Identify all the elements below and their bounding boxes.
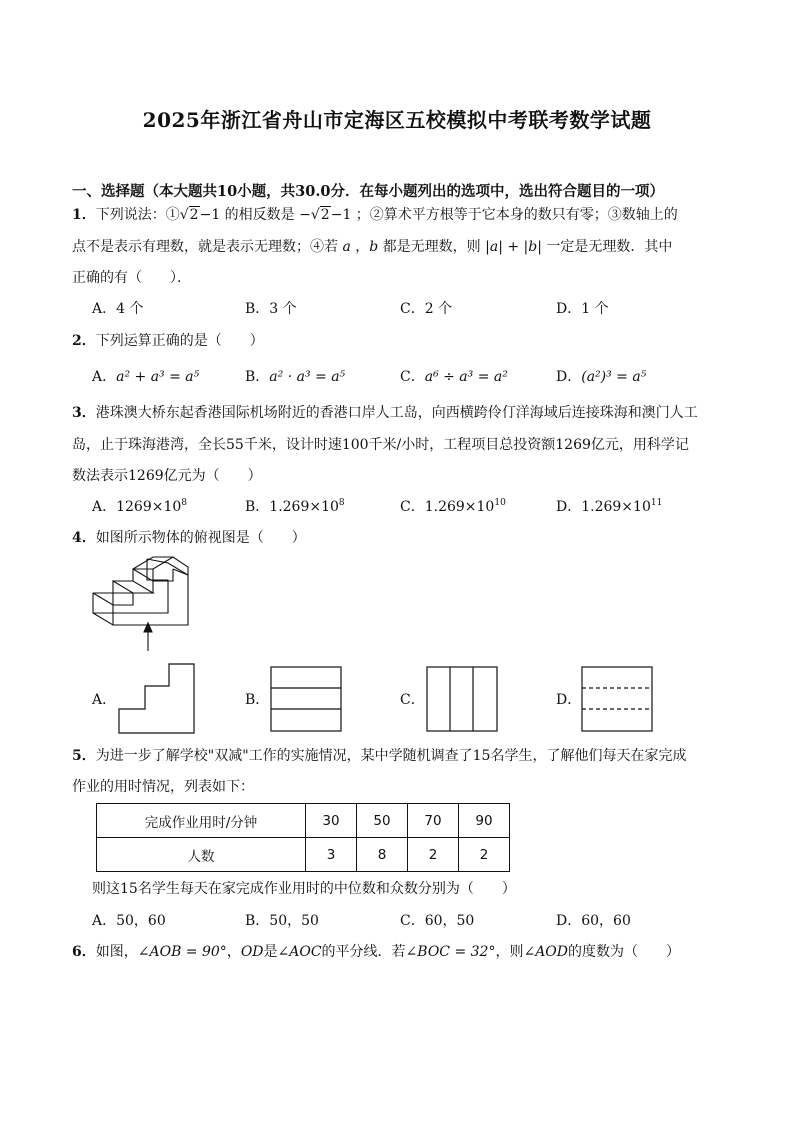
q1-abs-expr: |a| + |b| <box>485 239 542 255</box>
q4-option-d-label: D． <box>556 692 582 708</box>
q1-number: 1． <box>72 207 96 223</box>
q4-option-c-label: C． <box>400 692 425 708</box>
q2-option-d-label: D． <box>556 369 582 385</box>
q5-number: 5． <box>72 748 96 764</box>
q1-option-d: D．1 个 <box>556 301 609 317</box>
q4-option-b-figure <box>270 666 342 732</box>
q6-text-4: 的平分线．若 <box>321 944 406 960</box>
q4-option-a-figure <box>117 662 197 736</box>
q2-stem-line <box>72 331 732 351</box>
q6-expr-4: ∠BOC = 32° <box>405 944 496 960</box>
table-header-cell: 完成作业用时/分钟 <box>97 804 306 838</box>
q6-text-2: ， <box>226 944 241 960</box>
table-cell: 2 <box>459 838 510 872</box>
table-cell: 50 <box>357 804 408 838</box>
q6-expr-1: ∠AOB = 90° <box>137 944 227 960</box>
table-cell: 3 <box>306 838 357 872</box>
q3-option-b-base: B．1.269×10 <box>245 499 339 515</box>
q3-option-b <box>245 497 345 517</box>
q3-option-c-base: C．1.269×10 <box>400 499 495 515</box>
q2-option-c <box>400 367 508 387</box>
q5-option-a: A．50，60 <box>92 913 166 929</box>
q5-option-d: D．60，60 <box>556 913 631 929</box>
sqrt-icon: √ <box>310 207 320 223</box>
q4-option-a-label: A． <box>92 692 117 708</box>
q3-line1-text: 港珠澳大桥东起香港国际机场附近的香港口岸人工岛，向西横跨伶仃洋海域后连接珠海和澳门人工 <box>95 405 698 421</box>
q3-option-a-base: A．1269×10 <box>92 499 182 515</box>
q5-option-c: C．60，50 <box>400 913 475 929</box>
q6-expr-3: ∠AOC <box>277 944 322 960</box>
q1-line-3: 正确的有（ ）． <box>72 270 191 286</box>
table-cell: 30 <box>306 804 357 838</box>
q1-option-a: A．4 个 <box>92 301 144 317</box>
q2-option-b-label: B． <box>245 369 270 385</box>
q3-number: 3． <box>72 405 96 421</box>
q2-option-c-expr: a⁶ ÷ a³ = a² <box>424 369 508 385</box>
q1-var-a: a <box>342 239 351 255</box>
q4-option-b-label: B． <box>245 692 270 708</box>
q6-text-3: 是 <box>263 944 278 960</box>
q4-stem: 如图所示物体的俯视图是（ ） <box>95 530 306 546</box>
q1-line-2 <box>72 237 732 257</box>
q2-option-a-expr: a² + a³ = a⁵ <box>116 369 200 385</box>
q3-option-b-exp: 8 <box>338 498 345 508</box>
table-cell: 90 <box>459 804 510 838</box>
q2-option-d <box>556 367 646 387</box>
q4-number: 4． <box>72 530 96 546</box>
q4-option-d-figure <box>581 666 653 732</box>
q4-stem-line <box>72 528 732 548</box>
q2-option-b <box>245 367 345 387</box>
table-row <box>97 804 510 838</box>
q3-option-a-exp: 8 <box>181 498 188 508</box>
q3-option-c-exp: 10 <box>494 498 506 508</box>
q2-option-d-expr: (a²)³ = a⁵ <box>581 369 647 385</box>
q5-line-1 <box>72 746 732 766</box>
q1-sqrt-arg-2: 2 <box>320 207 330 223</box>
q6-number: 6． <box>72 944 96 960</box>
table-header-cell: 人数 <box>97 838 306 872</box>
q2-option-a-label: A． <box>92 369 117 385</box>
q2-stem: 下列运算正确的是（ ） <box>95 333 264 349</box>
q2-number: 2． <box>72 333 96 349</box>
q1-line2-a: 点不是表示有理数，就是表示无理数；④若 <box>72 239 343 255</box>
section-heading: 一、选择题（本大题共10小题，共30.0分．在每小题列出的选项中，选出符合题目的一项） <box>72 183 664 200</box>
q5-option-b: B．50，50 <box>245 913 319 929</box>
q1-line-1 <box>72 205 732 225</box>
q3-line-3: 数法表示1269亿元为（ ） <box>72 468 262 484</box>
q6-expr-2: OD <box>240 944 264 960</box>
q6-text-1: 如图， <box>95 944 138 960</box>
table-cell: 70 <box>408 804 459 838</box>
q1-text-a: 下列说法：① <box>95 207 180 223</box>
q2-option-b-expr: a² · a³ = a⁵ <box>269 369 346 385</box>
q1-option-c: C．2 个 <box>400 301 453 317</box>
q2-option-a <box>92 367 199 387</box>
q1-text-b: −1 的相反数是 − <box>199 207 311 223</box>
table-cell: 8 <box>357 838 408 872</box>
staircase-3d-figure <box>85 555 195 655</box>
table-cell: 2 <box>408 838 459 872</box>
page-title: 2025年浙江省舟山市定海区五校模拟中考联考数学试题 <box>142 108 652 132</box>
q3-line-1 <box>72 403 732 423</box>
q6-expr-5: ∠AOD <box>523 944 569 960</box>
q6-text-5: ，则 <box>495 944 524 960</box>
q6-stem-line <box>72 942 732 962</box>
q1-option-b: B．3 个 <box>245 301 297 317</box>
q1-text-c: −1 ；②算术平方根等于它本身的数只有零；③数轴上的 <box>330 207 678 223</box>
sqrt-icon: √ <box>179 207 189 223</box>
q3-option-a <box>92 497 187 517</box>
q1-line2-d: 一定是无理数．其中 <box>541 239 673 255</box>
q3-option-d-base: D．1.269×10 <box>556 499 651 515</box>
q5-data-table <box>96 803 510 872</box>
q3-option-d-exp: 11 <box>650 498 663 508</box>
q5-question-line: 则这15名学生每天在家完成作业用时的中位数和众数分别为（ ） <box>92 881 516 897</box>
q1-var-b: b <box>369 239 379 255</box>
q1-line2-c: 都是无理数，则 <box>378 239 486 255</box>
q1-sqrt-arg: 2 <box>189 207 199 223</box>
table-row <box>97 838 510 872</box>
q6-text-6: 的度数为（ ） <box>568 944 681 960</box>
q1-line2-b: ， <box>350 239 370 255</box>
q2-option-c-label: C． <box>400 369 425 385</box>
q5-line-2: 作业的用时情况，列表如下： <box>72 779 254 795</box>
q3-option-c <box>400 497 506 517</box>
q3-line-2: 岛，止于珠海港湾，全长55千米，设计时速100千米/小时，工程项目总投资额1269亿元，用科学记 <box>72 437 689 453</box>
q4-option-c-figure <box>426 666 498 732</box>
q3-option-d <box>556 497 662 517</box>
q5-line1-text: 为进一步了解学校"双减"工作的实施情况，某中学随机调查了15名学生，了解他们每天在家完成 <box>95 748 687 764</box>
